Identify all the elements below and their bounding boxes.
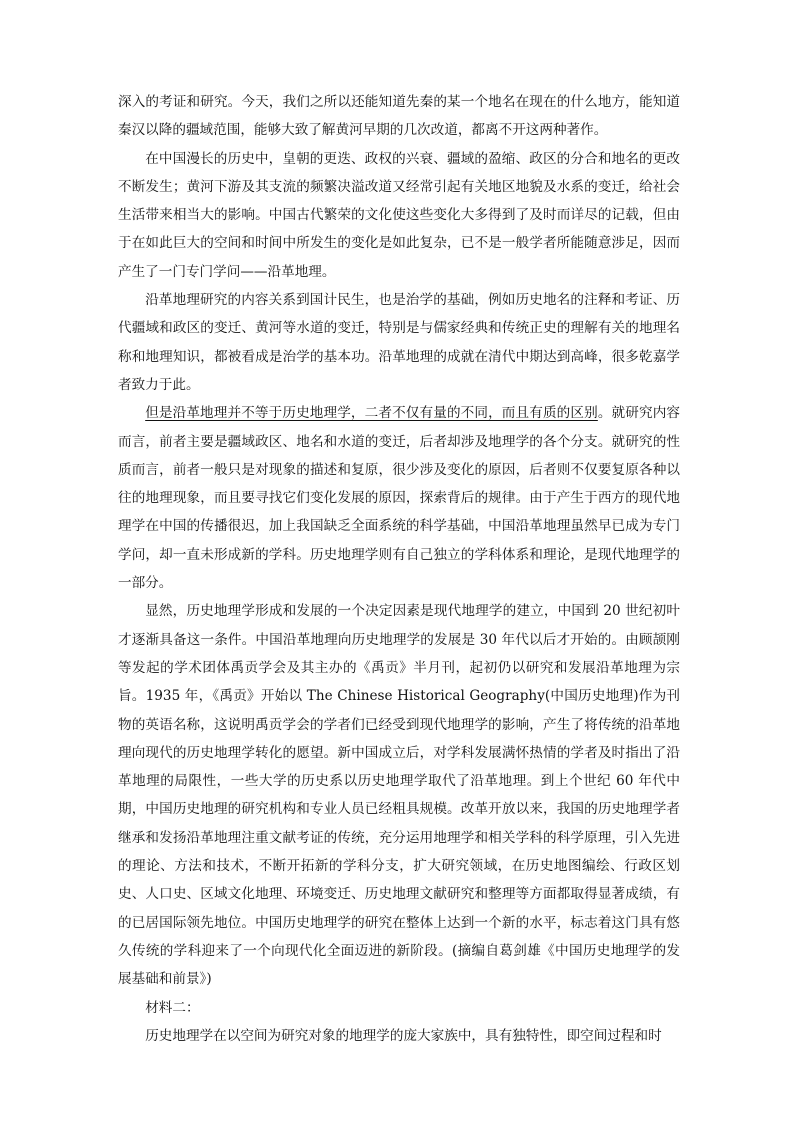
- underlined-thesis-sentence: 但是沿革地理并不等于历史地理学，二者不仅有量的不同，而且有质的区别: [145, 405, 598, 422]
- paragraph-4-body: 。就研究内容而言，前者主要是疆域政区、地名和水道的变迁，后者却涉及地理学的各个分支。就研究的性质而言，前者一般只是对现象的描述和复原，很少涉及变化的原因，后者则不仅要复原各种以往的地理现象，而且要寻找它们变化发展的原因，探索背后的规律。由于产生于西方的现代地理学在中国的传播很迟，加上我国缺乏全面系统的科学基础，中国沿革地理虽然早已成为专门学问，却一直未形成新的学科。历史地理学则有自己独立的学科体系和理论，是现代地理学的一部分。: [118, 405, 681, 592]
- paragraph-2: 在中国漫长的历史中，皇朝的更迭、政权的兴衰、疆域的盈缩、政区的分合和地名的更改不断发生；黄河下游及其支流的频繁决溢改道又经常引起有关地区地貌及水系的变迁，给社会生活带来相当大的影响。中国古代繁荣的文化使这些变化大多得到了及时而详尽的记载，但由于在如此巨大的空间和时间中所发生的变化是如此复杂，已不是一般学者所能随意涉足，因而产生了一门专门学问——沿革地理。: [118, 150, 680, 280]
- paragraph-5: 显然，历史地理学形成和发展的一个决定因素是现代地理学的建立，中国到 20 世纪初叶才逐渐具备这一条件。中国沿革地理向历史地理学的发展是 30 年代以后才开始的。由顾颉刚等发起的学术团体禹贡学会及其主办的《禹贡》半月刊，起初仍以研究和发展沿革地理为宗旨。1935 年，《禹贡》开始以 The Chinese Historical Geography(中国历史地理)作为刊物的英语名称，这说明禹贡学会的学者们已经受到现代地理学的影响，产生了将传统的沿革地理向现代的历史地理学转化的愿望。新中国成立后，对学科发展满怀热情的学者及时指出了沿革地理的局限性，一些大学的历史系以历史地理学取代了沿革地理。到上个世纪 60 年代中期，中国历史地理的研究机构和专业人员已经粗具规模。改革开放以来，我国的历史地理学者继承和发扬沿革地理注重文献考证的传统，充分运用地理学和相关学科的科学原理，引入先进的理论、方法和技术，不断开拓新的学科分支，扩大研究领域，在历史地图编绘、行政区划史、人口史、区域文化地理、环境变迁、历史地理文献研究和整理等方面都取得显著成绩，有的已居国际领先地位。中国历史地理学的研究在整体上达到一个新的水平，标志着这门具有悠久传统的学科迎来了一个向现代化全面迈进的新阶段。(摘编自葛剑雄《中国历史地理学的发展基础和前景》): [118, 603, 680, 988]
- material-two-heading: 材料二：: [145, 999, 200, 1016]
- paragraph-4: [118, 399, 680, 597]
- paragraph-6: 历史地理学在以空间为研究对象的地理学的庞大家族中，具有独特性，即空间过程和时: [145, 1027, 662, 1044]
- document-page: [118, 88, 680, 1050]
- paragraph-1: 深入的考证和研究。今天，我们之所以还能知道先秦的某一个地名在现在的什么地方，能知道秦汉以降的疆域范围，能够大致了解黄河早期的几次改道，都离不开这两种著作。: [118, 94, 680, 139]
- paragraph-3: 沿革地理研究的内容关系到国计民生，也是治学的基础，例如历史地名的注释和考证、历代疆域和政区的变迁、黄河等水道的变迁，特别是与儒家经典和传统正史的理解有关的地理名称和地理知识，都被看成是治学的基本功。沿革地理的成就在清代中期达到高峰，很多乾嘉学者致力于此。: [118, 292, 680, 393]
